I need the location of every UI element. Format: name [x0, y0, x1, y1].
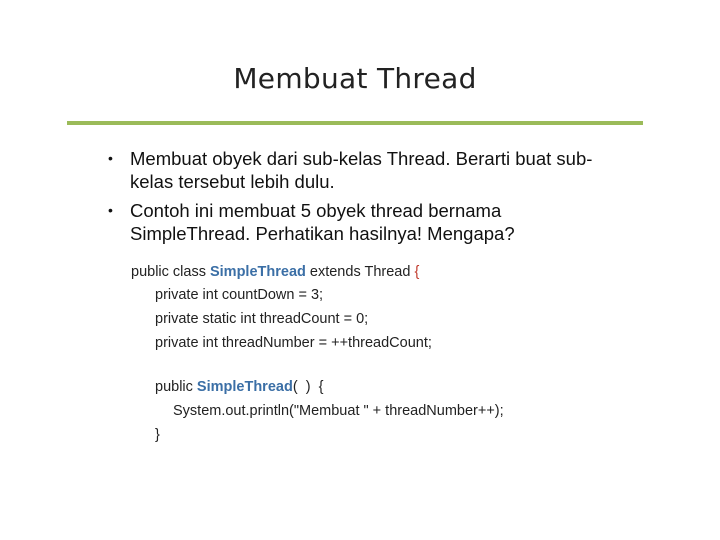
bullet-item: [108, 199, 598, 245]
code-line: private int threadNumber = ++threadCount;: [155, 335, 432, 351]
code-line: }: [155, 427, 160, 443]
code-class-name: SimpleThread: [209, 264, 306, 280]
bullet-dot-icon: •: [108, 202, 113, 218]
code-line: private static int threadCount = 0;: [155, 311, 369, 327]
bullet-dot-icon: •: [108, 150, 113, 166]
title-divider: [67, 121, 643, 125]
code-line-constructor: [155, 377, 323, 397]
code-text: extends Thread: [305, 264, 415, 280]
bullet-list: [108, 147, 598, 251]
code-keyword: public: [155, 379, 197, 395]
bullet-text: Contoh ini membuat 5 obyek thread bernama SimpleThread. Perhatikan hasilnya! Mengapa?: [130, 200, 515, 244]
code-keyword: public class: [131, 264, 210, 280]
code-line: private int countDown = 3;: [155, 287, 324, 303]
code-line: System.out.println("Membuat " + threadNumber++);: [173, 403, 504, 419]
code-line-class-decl: [131, 262, 419, 282]
code-text: ( ) {: [292, 379, 324, 395]
code-brace: {: [414, 264, 420, 280]
code-class-name: SimpleThread: [196, 379, 293, 395]
slide-title: Membuat Thread: [233, 62, 477, 95]
bullet-text: Membuat obyek dari sub-kelas Thread. Berarti buat sub-kelas tersebut lebih dulu.: [130, 148, 593, 192]
bullet-item: [108, 147, 598, 193]
